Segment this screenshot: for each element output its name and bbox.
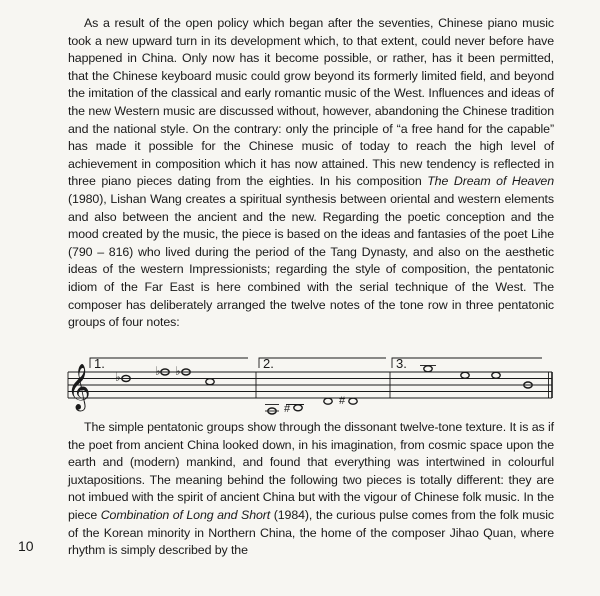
group-1-label: 1. bbox=[94, 356, 105, 371]
paragraph-1-text-b: (1980), Lishan Wang creates a spiritual synthesis between oriental and western elements and also between the ancient and the new. Regarding the poetic conception and the mood created by the music, the piece is based on the ideas and fantasies of the poet Lihe (790 – 816) who lived during the period of the Tang Dynasty, and also on the aesthetic ideas of the western Impressionists; regarding the style of composition, the pentatonic idiom of the Far East is here combined with the serial technique of the West. The composer has deliberately arranged the twelve notes of the tone row in three pentatonic groups of four notes: bbox=[68, 191, 554, 330]
paragraph-2 bbox=[68, 419, 554, 560]
group-1-notes bbox=[115, 364, 214, 385]
music-notation-example bbox=[60, 354, 555, 420]
svg-text:♭: ♭ bbox=[115, 370, 121, 384]
paragraph-1-text-a: As a result of the open policy which began after the seventies, Chinese piano music took a new upward turn in its development which, to that extent, could never before have happened in China. Only now has it become possible, or rather, has it been permitted, that the Chinese keyboard music could grow beyond its formerly limited field, and beyond the imitation of the classical and early romantic music of the West. Influences and ideas of the new Western music are discussed without, however, abandoning the Chinese tradition and the national style. On the contrary: only the principle of “a free hand for the capable” has made it possible for the Chinese music of today to reach the high level of achievement in composition which it has now attained. This new tendency is reflected in three piano pieces dating from the eighties. In his composition bbox=[68, 16, 554, 189]
group-3-label: 3. bbox=[396, 356, 407, 371]
work-title-combination: Combination of Long and Short bbox=[100, 507, 271, 522]
svg-text:♭: ♭ bbox=[175, 364, 181, 378]
page-number: 10 bbox=[18, 538, 34, 554]
paragraph-2-text-b: (1984), the curious pulse comes from the folk music of the Korean minority in Northern China, the home of the composer Jihao Quan, where rhythm is simply described by the bbox=[68, 507, 555, 558]
svg-text:#: # bbox=[339, 395, 346, 407]
group-2-label: 2. bbox=[263, 356, 274, 371]
work-title-dream-of-heaven: The Dream of Heaven bbox=[427, 174, 554, 189]
svg-text:♭: ♭ bbox=[155, 364, 161, 378]
paragraph-1 bbox=[68, 15, 554, 332]
svg-text:#: # bbox=[284, 403, 291, 415]
treble-clef-icon: 𝄞 bbox=[67, 364, 91, 410]
paragraph-2-text-a: The simple pentatonic groups show through the dissonant twelve-tone texture. It is as if the poet from ancient China looked down, in his imagination, from cosmic space upon the earth and (modern) mankind, and found that everything was intertwined in colourful juxtapositions. The meaning behind the following two pieces is totally different: they are not imbued with the spirit of ancient China but with the vigour of Chinese folk music. In the piece bbox=[68, 420, 554, 522]
